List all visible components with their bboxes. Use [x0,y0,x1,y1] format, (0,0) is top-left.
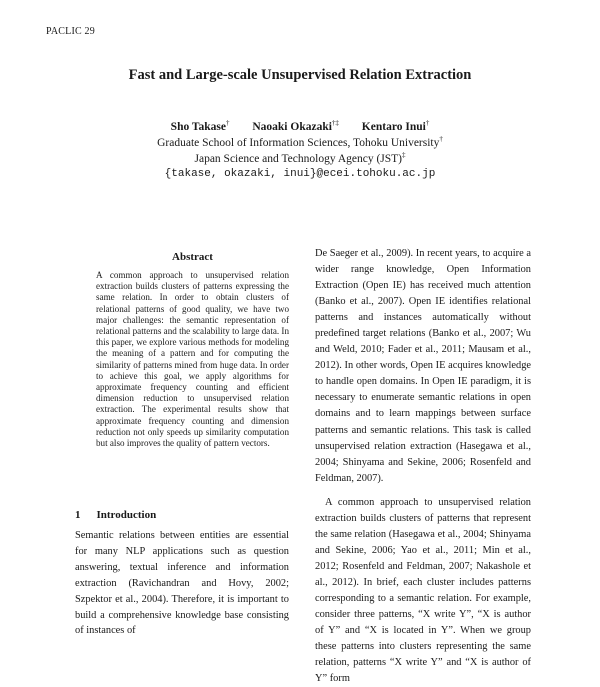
author-email: {takase, okazaki, inui}@ecei.tohoku.ac.jp [164,168,436,180]
paper-title: Fast and Large-scale Unsupervised Relation Extraction [128,67,472,83]
author: Naoaki Okazaki†‡ [252,119,339,133]
author: Kentaro Inui† [361,119,430,133]
abstract-text: A common approach to unsupervised relation extraction builds clusters of patterns expressing the same relation. In order to obtain clusters of relational patterns of good quality, we have two major challenges: the semantic representation of relational patterns and the scalability to large data. In this paper, we explore various methods for modeling the meaning of a pattern and for computing the similarity of patterns mined from huge data. In order to achieve this goal, we apply algorithms for approximate frequency counting and efficient dimension reduction to unsupervised relation extraction. The experimental results show that approximate frequency counting and dimension reduction not only speeds up similarity computation but also improves the quality of pattern vectors. [96,270,290,449]
section-heading: 1 Introduction [75,509,157,521]
running-header: PACLIC 29 [46,26,95,37]
body-paragraph: A common approach to unsupervised relation extraction builds clusters of patterns that represent the same relation (Hasegawa et al., 2004; Shinyama and Sekine, 2006; Yao et al., 2011; Min et al., 2012; Rosenfeld and Feldman, 2007; Nakashole et al., 2012). In brief, each cluster includes patterns corresponding to a semantic relation. For example, consider three patterns, “X write Y”, “X is author of Y” and “X is located in Y”. When we group these patterns into clusters representing the same relation, patterns “X write Y” and “X is author of Y” form [315,496,531,685]
right-column [315,246,531,687]
author: Sho Takase† [170,119,230,133]
author-list [0,121,600,133]
introduction-text: Semantic relations between entities are essential for many NLP applications such as question answering, textual inference and information extraction (Ravichandran and Hovy, 2002; Szpektor et al., 2004). Therefore, it is important to build a comprehensive knowledge base consisting of instances of [75,530,289,637]
affiliation-line: Japan Science and Technology Agency (JST)‡ [194,151,406,165]
body-paragraph: De Saeger et al., 2009). In recent years, to acquire a wider range knowledge, Open Information Extraction (Open IE) has received much attention (Banko et al., 2007). Open IE identifies relational patterns and instances automatically without predefined target relations (Banko et al., 2007; Wu and Weld, 2010; Fader et al., 2011; Mausam et al., 2012). In other words, Open IE acquires knowledge to handle open domains. In Open IE paradigm, it is necessary to enumerate semantic relations in open domains and to learn mappings between surface patterns and semantic relations. This task is called unsupervised relation extraction (Hasegawa et al., 2004; Shinyama and Sekine, 2006; Rosenfeld and Feldman, 2007). [315,248,531,484]
affiliation-line: Graduate School of Information Sciences, Tohoku University† [157,135,443,149]
abstract-heading: Abstract [172,251,213,263]
